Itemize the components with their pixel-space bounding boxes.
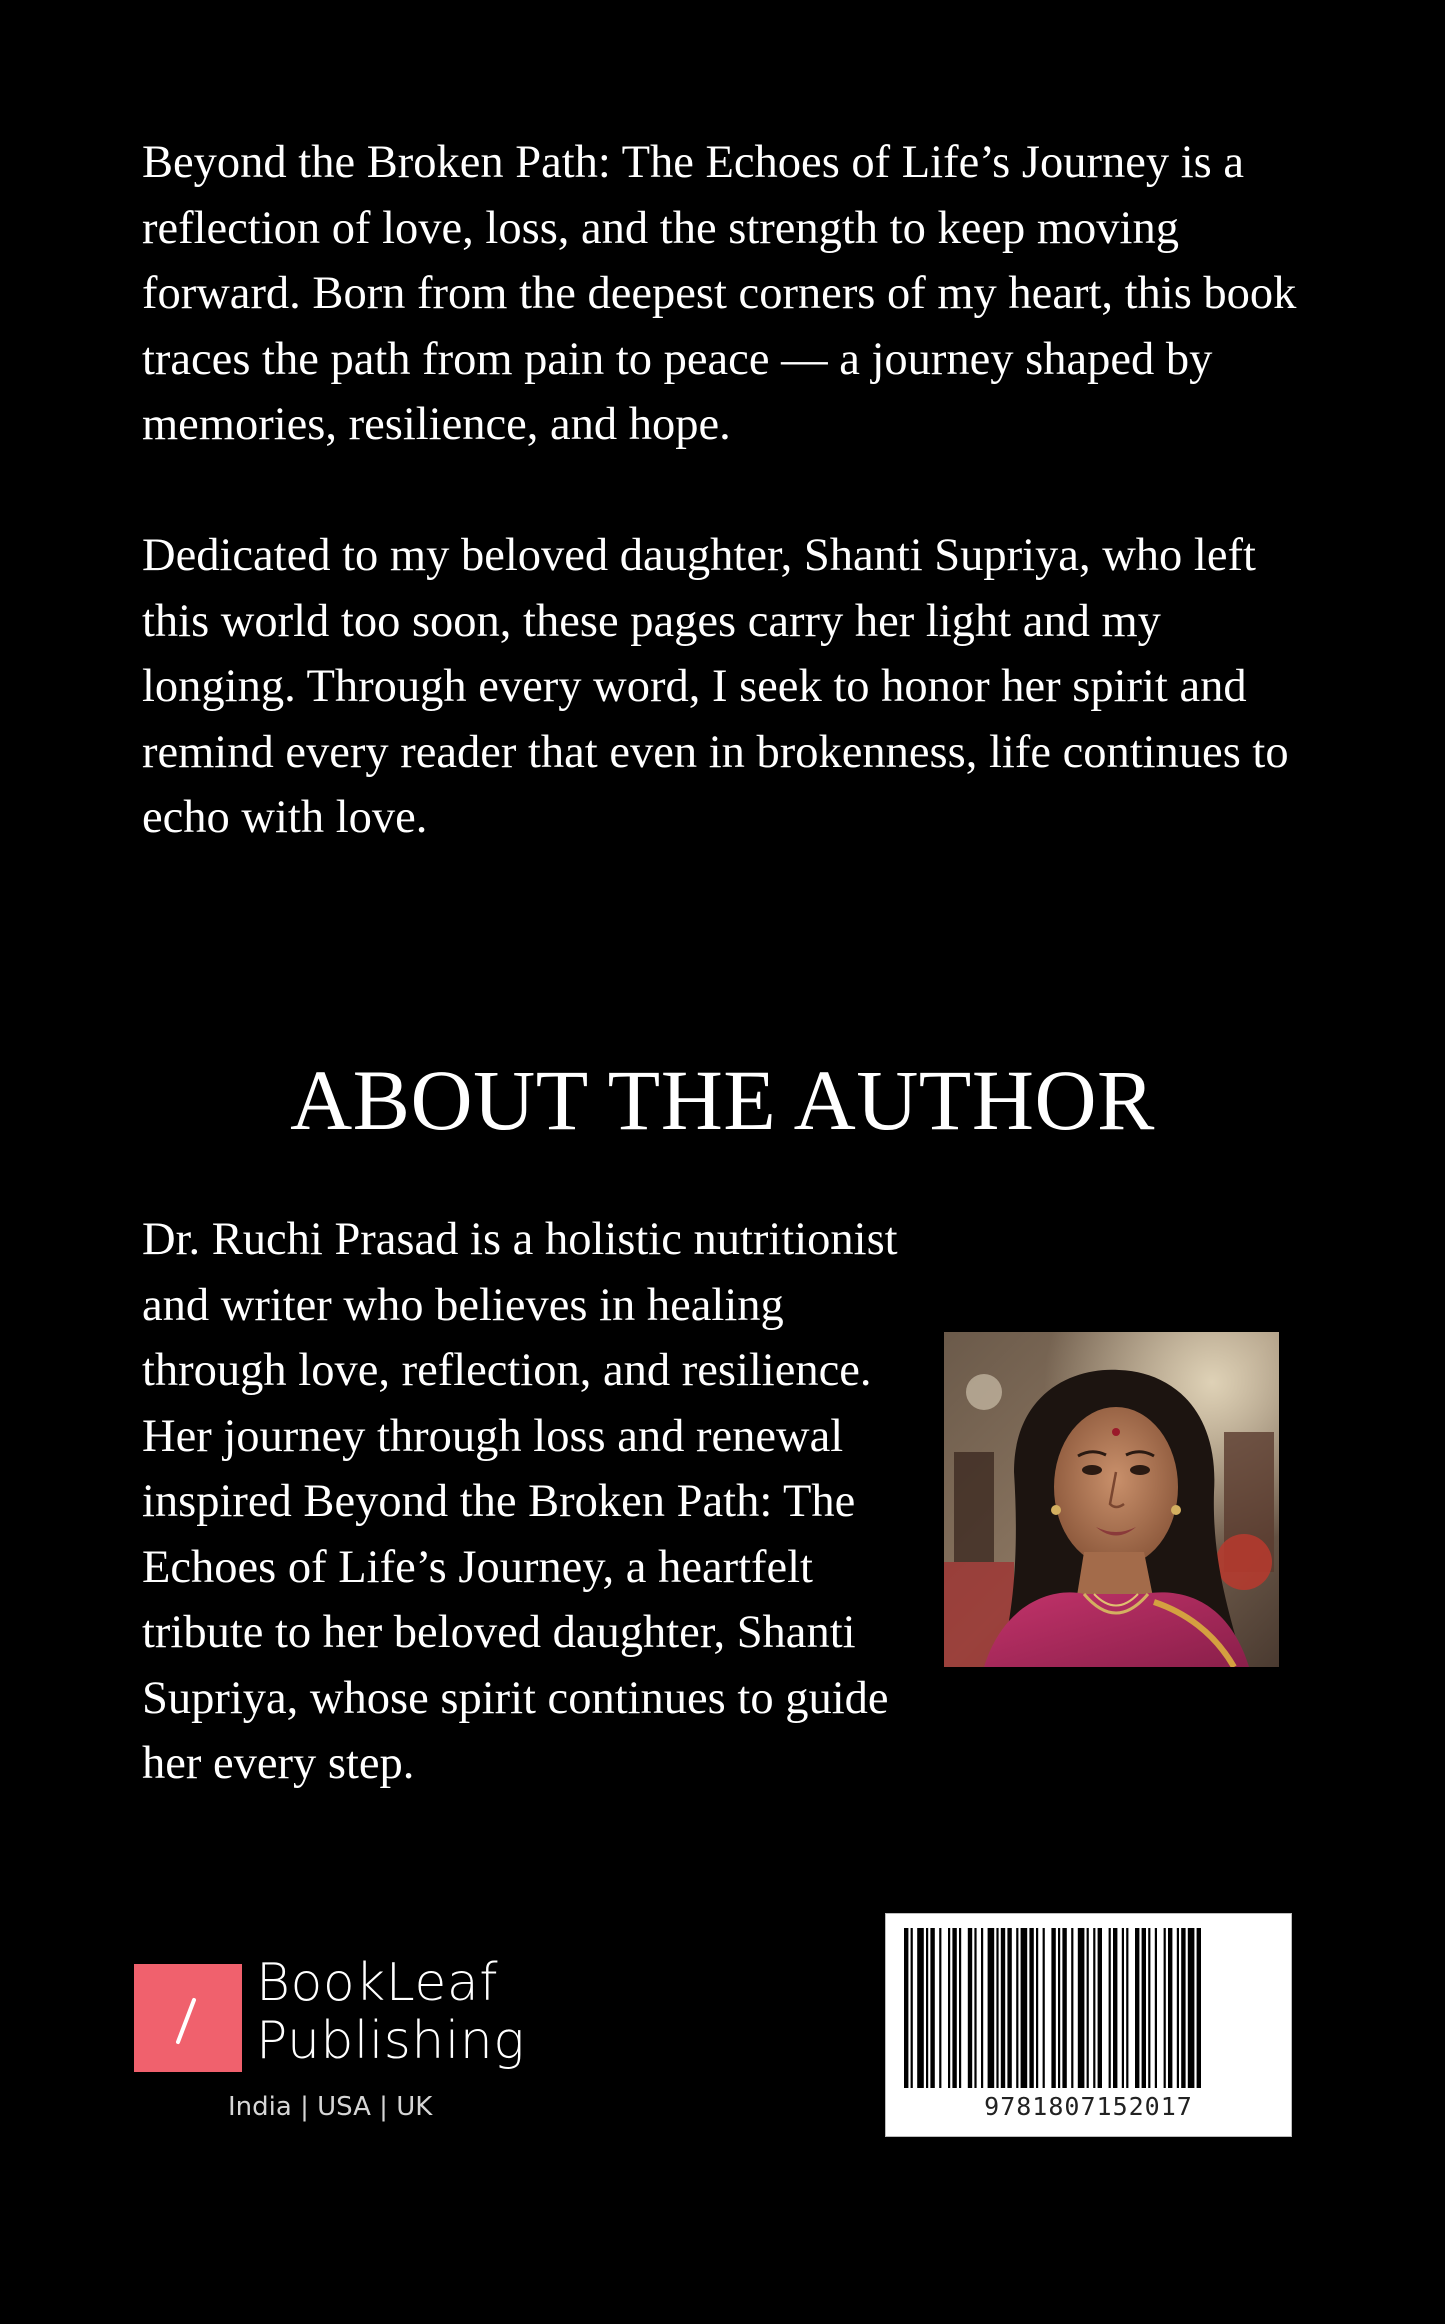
barcode-bar xyxy=(1177,1928,1179,2088)
publisher-regions: India | USA | UK xyxy=(228,2092,433,2122)
barcode-bar xyxy=(1071,1928,1073,2088)
barcode-bar xyxy=(1093,1928,1095,2088)
slash-icon xyxy=(134,1964,242,2072)
barcode-bar xyxy=(1062,1928,1066,2088)
barcode-bar xyxy=(1029,1928,1033,2088)
barcode-bar xyxy=(981,1928,983,2088)
barcode-bar xyxy=(1043,1928,1045,2088)
barcode-bar xyxy=(930,1928,934,2088)
author-bio xyxy=(142,1207,902,1797)
barcode-bar xyxy=(996,1928,998,2088)
book-blurb xyxy=(142,130,1322,851)
barcode-bar xyxy=(1021,1928,1028,2088)
barcode-bar xyxy=(1113,1928,1117,2088)
barcode-bar xyxy=(974,1928,976,2088)
author-bio-text: Dr. Ruchi Prasad is a holistic nutritionist and writer who believes in healing through love, reflection, and resilience. Her journey through loss and renewal inspired Beyond the Broken Path: The Echoes of Life’s Journey, a heartfelt tribute to her beloved daughter, Shanti Supriya, whose spirit continues to guide her every step. xyxy=(142,1214,898,1789)
barcode-bar xyxy=(917,1928,924,2088)
author-photo xyxy=(944,1332,1279,1667)
barcode-bar xyxy=(1007,1928,1011,2088)
barcode-bar xyxy=(1109,1928,1111,2088)
barcode-bar xyxy=(1148,1928,1150,2088)
barcode-bar xyxy=(1058,1928,1060,2088)
barcode-bar xyxy=(988,1928,995,2088)
barcode-bar xyxy=(1168,1928,1172,2088)
barcode-bar xyxy=(959,1928,961,2088)
blurb-paragraph: Beyond the Broken Path: The Echoes of Life’s Journey is a reflection of love, loss, and the strength to keep moving forward. Born from the deepest corners of my heart, this book traces the path from pain to peace — a journey shaped by memories, resilience, and hope. xyxy=(142,137,1297,450)
isbn-barcode xyxy=(885,1913,1292,2137)
publisher-name-line: BookLeaf xyxy=(256,1953,499,2013)
publisher-mark xyxy=(134,1964,242,2072)
barcode-bar xyxy=(1016,1928,1018,2088)
barcode-bar xyxy=(1142,1928,1146,2088)
barcode-bar xyxy=(911,1928,913,2088)
portrait-photo-icon xyxy=(944,1332,1279,1667)
barcode-bar xyxy=(926,1928,928,2088)
about-author-heading: ABOUT THE AUTHOR xyxy=(290,1052,1155,1148)
publisher-logo xyxy=(134,1953,554,2140)
barcode-bar xyxy=(1098,1928,1102,2088)
barcode-bar xyxy=(948,1928,950,2088)
publisher-name xyxy=(256,1954,525,2070)
barcode-bar xyxy=(1164,1928,1166,2088)
blurb-paragraph: Dedicated to my beloved daughter, Shanti Supriya, who left this world too soon, these pages carry her light and my longing. Through every word, I seek to honor her spirit and remind every reader that even in brokenness, life continues to echo with love. xyxy=(142,530,1289,843)
barcode-bar xyxy=(1126,1928,1128,2088)
barcode-bar xyxy=(1188,1928,1195,2088)
barcode-bar xyxy=(1036,1928,1038,2088)
barcode-bar xyxy=(939,1928,941,2088)
barcode-icon xyxy=(900,1928,1277,2088)
barcode-bar xyxy=(1197,1928,1201,2088)
publisher-name-line: Publishing xyxy=(256,2011,525,2071)
barcode-bar xyxy=(1051,1928,1055,2088)
barcode-bar xyxy=(1181,1928,1185,2088)
barcode-bar xyxy=(1122,1928,1124,2088)
barcode-bar xyxy=(1001,1928,1005,2088)
barcode-bar xyxy=(1087,1928,1089,2088)
barcode-bar xyxy=(1135,1928,1139,2088)
isbn-number: 9781807152017 xyxy=(984,2092,1193,2121)
barcode-bar xyxy=(1155,1928,1157,2088)
barcode-bar xyxy=(904,1928,908,2088)
barcode-bar xyxy=(1078,1928,1085,2088)
barcode-bar xyxy=(968,1928,972,2088)
barcode-bar xyxy=(952,1928,956,2088)
